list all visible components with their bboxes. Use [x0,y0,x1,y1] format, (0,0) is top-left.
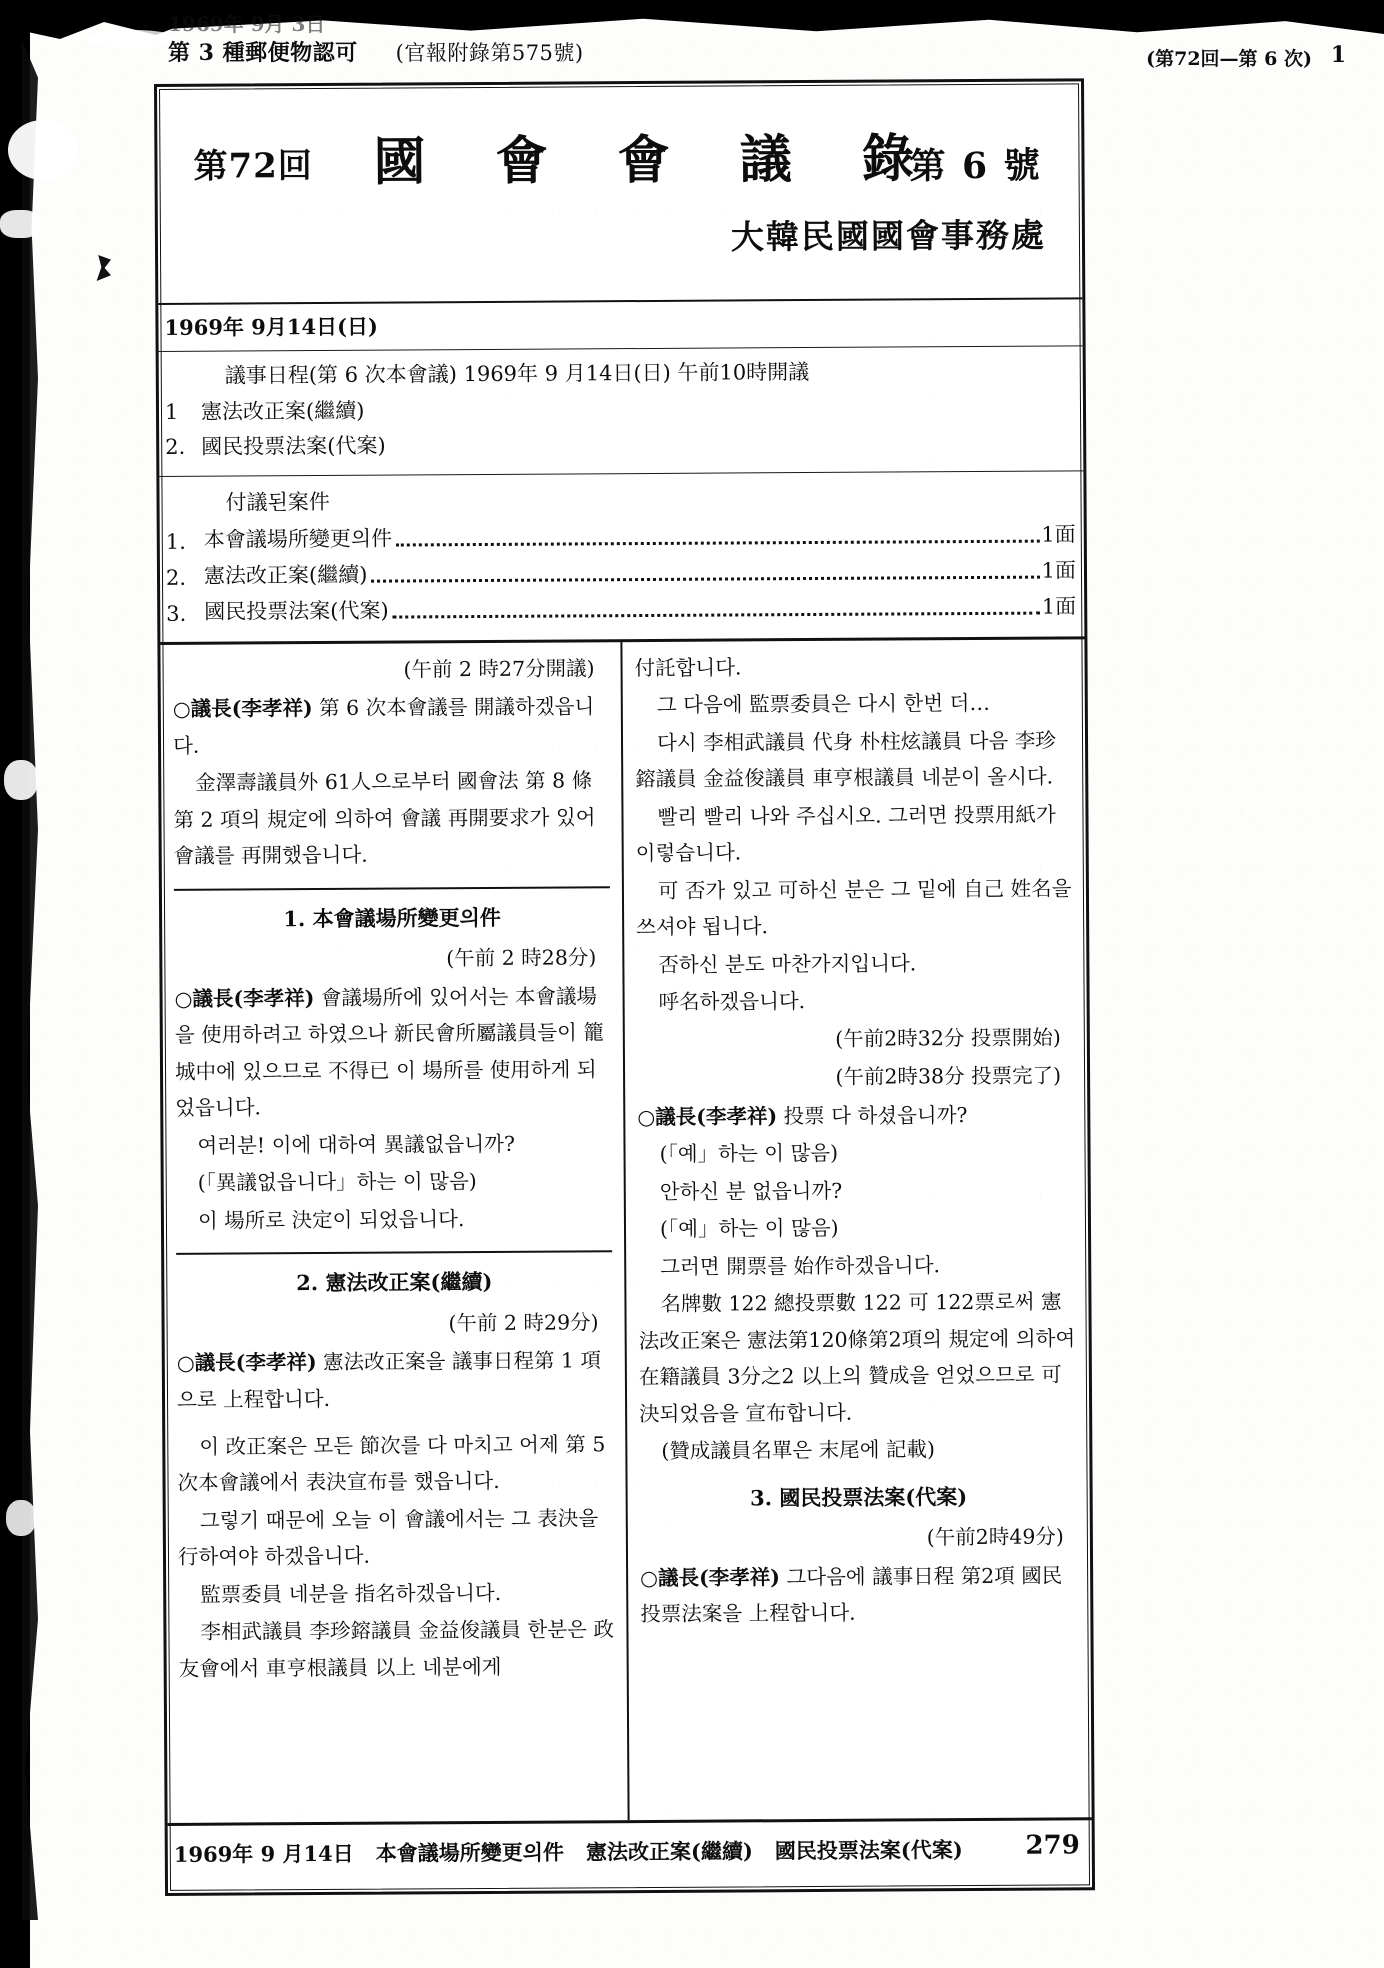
masthead-session-reference: (第72回—第 6 次) [1146,48,1312,70]
parenthetical-remark: (「예」하는 이 많음) [659,1141,839,1167]
speaker-label: ○議長(李孝祥) [176,1350,317,1375]
title-block [157,81,1082,303]
parenthetical-remark: (贊成議員名單은 末尾에 記載) [661,1437,936,1464]
speech-paragraph: 그러면 開票를 始作하겠읍니다. [660,1252,941,1279]
page-footer [168,1817,1092,1884]
speech-paragraph: 否하신 분도 마찬가지입니다. [658,951,917,977]
timestamp-vote-end: (午前2時38分 投票完了) [835,1063,1062,1090]
contents-row-label: 憲法改正案(繼續) [203,562,368,588]
scan-artifact-speck [95,255,111,281]
speech-paragraph: 이 改正案은 모든 節次를 다 마치고 어제 第 5 次本會議에서 表決宣布를 했읍니다. [177,1432,606,1496]
session-round-label: 第72回 [193,146,313,187]
speech-paragraph: 付託합니다. [634,655,742,681]
speech-text: 그다음에 議事日程 第2項 國民投票法案을 上程합니다. [640,1562,1063,1627]
parenthetical-remark: (「異議없읍니다」하는 이 많음) [197,1169,477,1195]
contents-heading: 付議된案件 [225,489,330,515]
agenda-item-label: 國民投票法案(代案) [201,433,386,459]
contents-row-label: 本會議場所變更의件 [203,526,393,552]
speech-paragraph: 여러분! 이에 대하여 異議없읍니까? [197,1131,515,1158]
page-border-frame [154,78,1095,1896]
speech-paragraph: 안하신 분 없읍니까? [659,1178,843,1204]
timestamp-section-2: (午前 2 時29分) [448,1309,599,1335]
speech-paragraph: 그 다음에 監票委員은 다시 한번 더… [656,691,990,718]
speech-paragraph: 그렇기 때문에 오늘 이 會議에서는 그 表決을 行하여야 하겠읍니다. [177,1506,599,1570]
footer-item-2: 憲法改正案(繼續) [585,1838,753,1865]
timestamp-section-3: (午前2時49分) [926,1524,1064,1550]
vote-result-paragraph: 名牌數 122 總投票數 122 可 122票로써 憲法改正案은 憲法第120條第2項의 規定에 의하여 在籍議員 3分之2 以上의 贊成을 얻었으므로 可決되었음을 宣布합니다. [638,1289,1076,1426]
speech-paragraph: 다시 李相武議員 代身 朴柱炫議員 다음 李珍鎔議員 金益俊議員 車亨根議員 네분이 올시다. [635,728,1056,792]
timestamp-section-1: (午前 2 時28分) [446,945,597,971]
footer-page-number: 279 [1025,1830,1080,1861]
footer-item-1: 本會議場所變更의件 [375,1839,565,1866]
contents-row-number: 2. [165,565,187,590]
timestamp-open: (午前 2 時27分開議) [403,656,595,682]
speech-paragraph: 이 場所로 決定이 되었읍니다. [197,1206,465,1233]
section-heading-1: 1. 本會議場所變更의件 [174,886,610,938]
page-title: 國 會 會 議 錄 [373,128,941,193]
masthead-faint-date: 1969年 9月 3日 [168,12,326,36]
speech-text: 投票 다 하셨읍니까? [777,1102,968,1129]
section-heading-3: 3. 國民投票法案(代案) [750,1483,968,1511]
postal-notice-text: 第 3 種郵便物認可 [168,40,358,66]
scan-artifact-blob [8,120,78,180]
section-heading-2: 2. 憲法改正案(繼續) [176,1250,612,1302]
scan-edge-left-ragged [22,40,38,1920]
speech-text: 第 6 次本會議를 開議하겠읍니다. [172,694,595,758]
footer-item-3: 國民投票法案(代案) [774,1837,963,1864]
contents-row-label: 國民投票法案(代案) [204,598,389,624]
speech-text: 會議場所에 있어서는 本會議場을 使用하려고 하였으나 新民會所屬議員들이 籠城中에 있으므로 不得已 이 場所를 使用하게 되었읍니다. [174,984,604,1121]
session-date-bar: 1969年 9月14日(日) [164,313,379,340]
speech-paragraph: 監票委員 네분을 指名하겠읍니다. [200,1580,502,1607]
agenda-item-number: 1 [164,399,179,424]
gazette-reference: (官報附錄第575號) [395,41,584,65]
agenda-item-label: 憲法改正案(繼續) [200,398,365,424]
masthead [0,0,1384,84]
contents-row-page: 1面 [1041,594,1077,619]
masthead-postal-notice [168,36,584,67]
issue-number-label: 第 6 號 [909,144,1042,188]
contents-row-page: 1面 [1041,522,1076,547]
speaker-label: ○議長(李孝祥) [174,985,315,1011]
speaker-label: ○議長(李孝祥) [640,1564,781,1590]
parenthetical-remark: (「예」하는 이 많음) [659,1216,839,1242]
agenda-item-number: 2. [165,434,186,459]
masthead-page-number: 1 [1330,42,1346,68]
speech-paragraph: 李相武議員 李珍鎔議員 金益俊議員 한분은 政友會에서 車亨根議員 以上 네분에게 [178,1617,615,1681]
scan-artifact-blob [0,210,40,238]
speech-paragraph: 빨리 빨리 나와 주십시오. 그러면 投票用紙가 이렇습니다. [635,802,1056,866]
timestamp-vote-start: (午前2時32分 投票開始) [835,1025,1061,1051]
speech-paragraph: 可 否가 있고 可하신 분은 그 밑에 自己 姓名을 쓰셔야 됩니다. [636,876,1072,940]
speaker-label: ○議長(李孝祥) [172,696,313,722]
speech-paragraph: 金澤壽議員外 61人으로부터 國會法 第 8 條第 2 項의 規定에 의하여 會議 再開要求가 있어 會議를 再開했읍니다. [173,768,596,869]
speech-paragraph: 呼名하겠읍니다. [658,989,806,1015]
publisher-organization: 大韓民國國會事務處 [730,215,1047,257]
contents-row-page: 1面 [1041,558,1077,583]
footer-running-head [174,1834,963,1869]
speaker-label: ○議長(李孝祥) [637,1104,778,1129]
contents-row-number: 3. [166,601,187,626]
speech-text: 憲法改正案을 議事日程第 1 項으로 上程합니다. [176,1348,602,1412]
agenda-heading: 議事日程(第 6 次本會議) 1969年 9 月14日(日) 午前10時開議 [224,360,810,388]
scan-artifact-blob [6,1500,36,1536]
footer-date: 1969年 9 月14日 [173,1840,354,1867]
page-border-frame-inner [159,83,1090,1891]
scan-artifact-blob [4,760,38,800]
contents-row-number: 1. [165,529,186,554]
